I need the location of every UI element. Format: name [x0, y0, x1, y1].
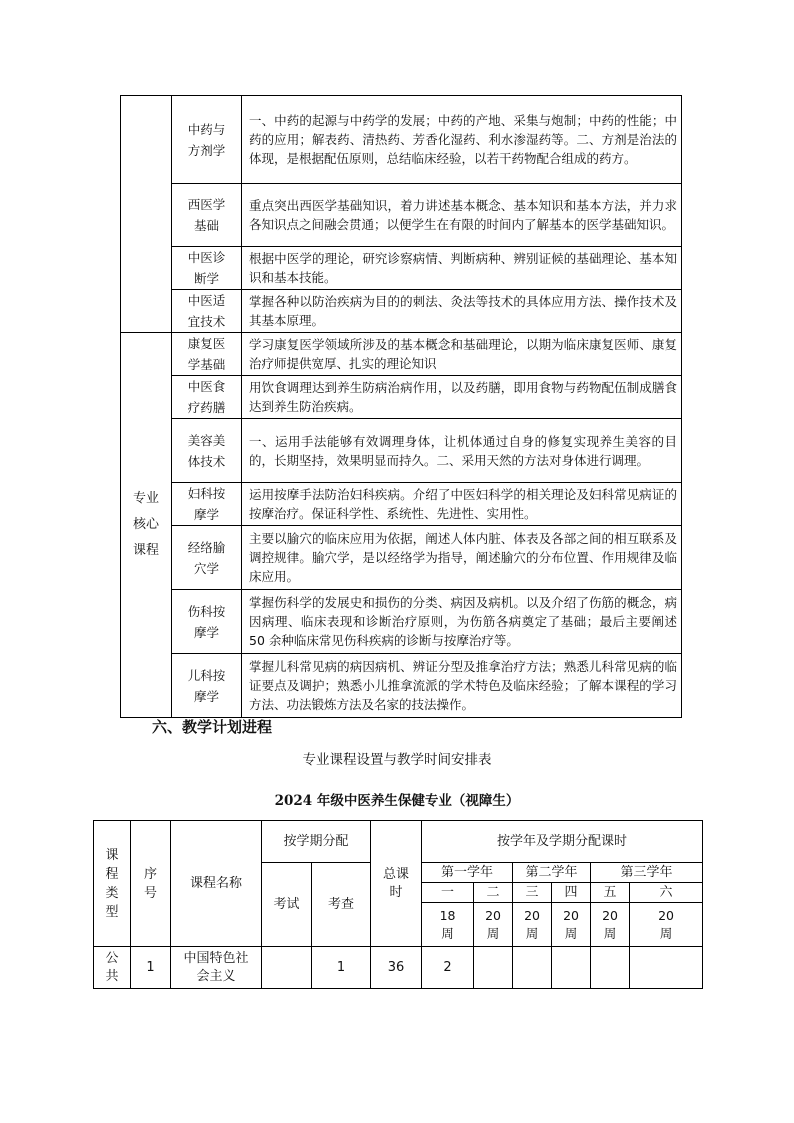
course-description: 一、运用手法能够有效调理身体，让机体通过自身的修复实现养生美容的目的，长期坚持，效果明显而持久。二、采用天然的方法对身体进行调理。	[242, 419, 682, 483]
header-year-1: 第一学年	[422, 863, 513, 883]
header-weeks: 20 周	[552, 903, 591, 947]
header-semester: 六	[630, 883, 703, 903]
table-row	[121, 590, 682, 654]
header-hours-allocation: 按学年及学期分配课时	[422, 821, 703, 863]
table-row	[121, 333, 682, 376]
table-row	[121, 96, 682, 184]
header-year-2: 第二学年	[513, 863, 591, 883]
header-semester: 四	[552, 883, 591, 903]
semester-2-hours	[474, 947, 513, 989]
total-hours: 36	[371, 947, 422, 989]
header-semester: 五	[591, 883, 630, 903]
table-row	[94, 947, 703, 989]
schedule-header-row	[94, 821, 703, 863]
course-description: 掌握各种以防治疾病为目的的刺法、灸法等技术的具体应用方法、操作技术及其基本原理。	[242, 290, 682, 333]
course-name: 康复医 学基础	[172, 333, 242, 376]
course-name: 妇科按 摩学	[172, 483, 242, 526]
header-weeks: 20 周	[513, 903, 552, 947]
semester-1-hours: 2	[422, 947, 474, 989]
header-weeks: 20 周	[474, 903, 513, 947]
course-description: 运用按摩手法防治妇科疾病。介绍了中医妇科学的相关理论及妇科常见病证的按摩治疗。保证科学性、系统性、先进性、实用性。	[242, 483, 682, 526]
course-name: 儿科按 摩学	[172, 654, 242, 718]
header-term-allocation: 按学期分配	[262, 821, 371, 863]
course-description: 掌握儿科常见病的病因病机、辨证分型及推拿治疗方法；熟悉儿科常见病的临证要点及调护；熟悉小儿推拿流派的学术特色及临床经验；了解本课程的学习方法、功法锻炼方法及名家的技法操作。	[242, 654, 682, 718]
course-description-table	[120, 95, 682, 718]
course-name: 中医食 疗药膳	[172, 376, 242, 419]
course-name: 中药与 方剂学	[172, 96, 242, 184]
course-name: 伤科按 摩学	[172, 590, 242, 654]
exam-term	[262, 947, 312, 989]
header-exam: 考试	[262, 863, 312, 947]
header-weeks: 18 周	[422, 903, 474, 947]
table-row	[121, 654, 682, 718]
table-row	[121, 526, 682, 590]
header-course-name: 课程名称	[171, 821, 262, 947]
table-row	[121, 247, 682, 290]
course-seq: 1	[131, 947, 171, 989]
course-description: 一、中药的起源与中药学的发展；中药的产地、采集与炮制；中药的性能；中药的应用；解表药、清热药、芳香化湿药、利水渗湿药等。二、方剂是治法的体现，是根据配伍原则，总结临床经验，以若干药物配合组成的药方。	[242, 96, 682, 184]
course-name: 中医适 宜技术	[172, 290, 242, 333]
semester-5-hours	[591, 947, 630, 989]
section-heading: 六、教学计划进程	[152, 718, 273, 736]
course-description: 掌握伤科学的发展史和损伤的分类、病因及病机。以及介绍了伤筋的概念，病因病理、临床表现和诊断治疗原则，为伤筋各病奠定了基础；最后主要阐述 50 余种临床常见伤科疾病的诊断与按摩治疗等。	[242, 590, 682, 654]
header-total-hours: 总课 时	[371, 821, 422, 947]
course-description: 根据中医学的理论，研究诊察病情、判断病种、辨别证候的基础理论、基本知识和基本技能。	[242, 247, 682, 290]
table-row	[121, 419, 682, 483]
schedule-table	[93, 820, 703, 989]
course-name: 美容美 体技术	[172, 419, 242, 483]
category-cell-core: 专业 核心 课程	[121, 333, 172, 718]
header-weeks: 20 周	[591, 903, 630, 947]
header-year-3: 第三学年	[591, 863, 703, 883]
table-title: 专业课程设置与教学时间安排表	[302, 752, 492, 768]
semester-4-hours	[552, 947, 591, 989]
header-weeks: 20 周	[630, 903, 703, 947]
course-name: 西医学 基础	[172, 184, 242, 247]
header-course-type: 课 程 类 型	[94, 821, 131, 947]
course-description: 主要以腧穴的临床应用为依据，阐述人体内脏、体表及各部之间的相互联系及调控规律。腧穴学，是以经络学为指导，阐述腧穴的分布位置、作用规律及临床应用。	[242, 526, 682, 590]
course-type: 公 共	[94, 947, 131, 989]
table-row	[121, 483, 682, 526]
table-subtitle: 2024 年级中医养生保健专业（视障生）	[274, 793, 520, 809]
table-row	[121, 184, 682, 247]
header-semester: 一	[422, 883, 474, 903]
table-row	[121, 290, 682, 333]
table-row	[121, 376, 682, 419]
course-description: 重点突出西医学基础知识，着力讲述基本概念、基本知识和基本方法，并力求各知识点之间融会贯通；以便学生在有限的时间内了解基本的医学基础知识。	[242, 184, 682, 247]
header-check: 考查	[312, 863, 371, 947]
course-description: 学习康复医学领域所涉及的基本概念和基础理论，以期为临床康复医师、康复治疗师提供宽厚、扎实的理论知识	[242, 333, 682, 376]
course-name: 经络腧 穴学	[172, 526, 242, 590]
category-cell-basic	[121, 96, 172, 333]
header-semester: 三	[513, 883, 552, 903]
header-semester: 二	[474, 883, 513, 903]
course-name: 中医诊 断学	[172, 247, 242, 290]
header-seq: 序 号	[131, 821, 171, 947]
check-term: 1	[312, 947, 371, 989]
course-name: 中国特色社 会主义	[171, 947, 262, 989]
course-description: 用饮食调理达到养生防病治病作用，以及药膳，即用食物与药物配伍制成膳食达到养生防治疾病。	[242, 376, 682, 419]
semester-3-hours	[513, 947, 552, 989]
semester-6-hours	[630, 947, 703, 989]
